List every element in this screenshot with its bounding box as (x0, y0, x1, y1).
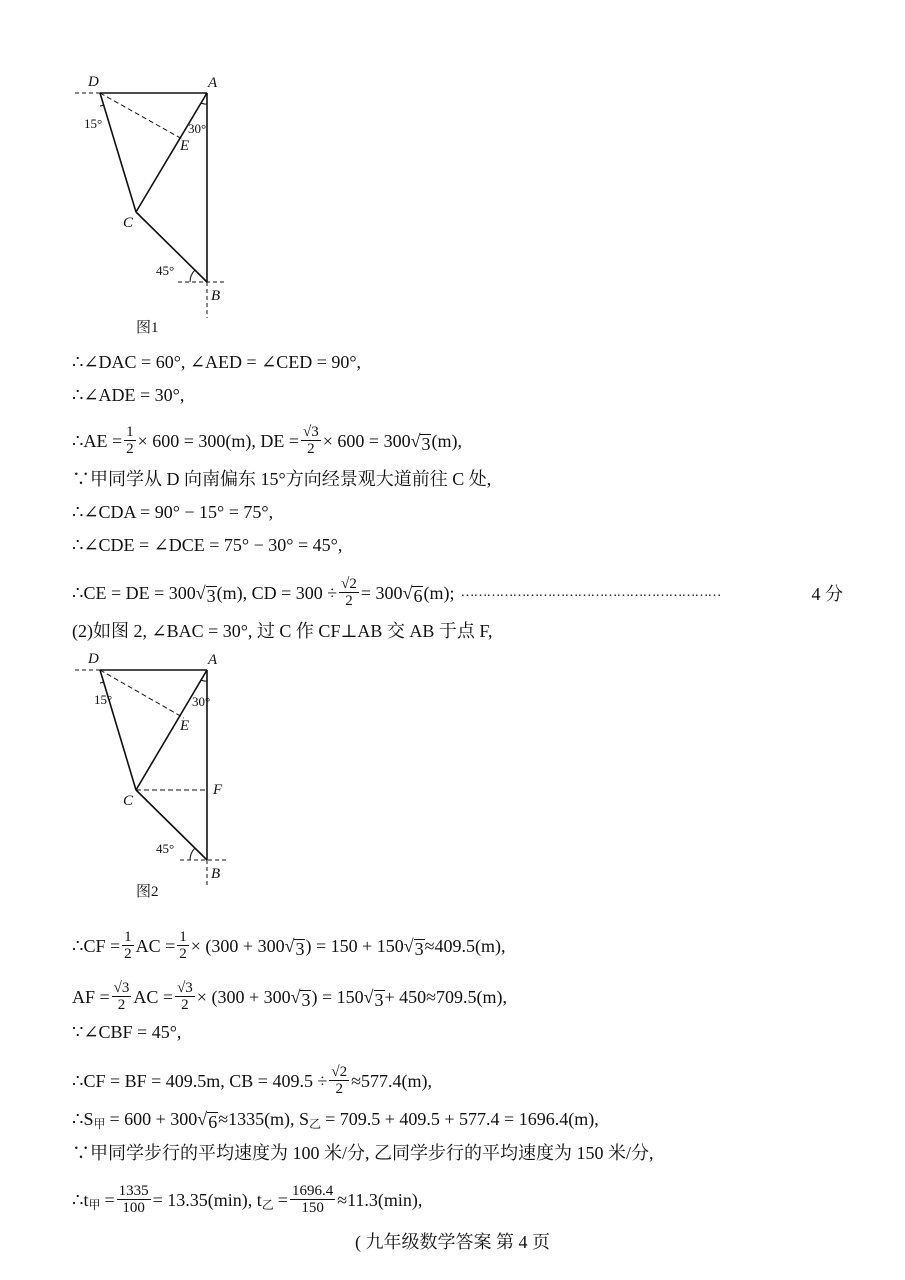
square-root: √ 3 (410, 430, 431, 454)
fig1-label-d: D (88, 74, 99, 90)
fraction: $\frac{1696.4}{150}$ (291, 1183, 334, 1216)
fig1-angle-d: 15° (84, 116, 103, 131)
fig2-label-c: C (123, 793, 134, 809)
fig2-angle-a: 30° (192, 694, 211, 709)
fig1-angle-a: 30° (188, 121, 207, 136)
square-root: √ 6 (402, 582, 423, 606)
fraction: $\frac{√2}{2}$ (331, 1064, 348, 1097)
fig1-label-c: C (123, 215, 134, 231)
step-line-3: ∴AE = $\frac{1}{2}$ × 600 = 300(m), DE = $\frac{√3}{2}$ × 600 = 300 √ 3 (m), (72, 424, 462, 457)
step-line-4: ∵甲同学从 D 向南偏东 15°方向经景观大道前往 C 处, (72, 469, 492, 489)
square-root: √ 3 (363, 986, 384, 1010)
fig2-angle-b: 45° (156, 841, 175, 856)
square-root: √ 3 (284, 935, 305, 959)
fig2-label-f: F (213, 782, 223, 798)
step-line-12: ∴CF = BF = 409.5m, CB = 409.5 ÷ $\frac{√2}{2}$ ≈577.4(m), (72, 1064, 432, 1097)
fig1-label-e: E (180, 138, 190, 154)
fig2-label-e: E (180, 718, 190, 734)
figure-1 (70, 70, 270, 340)
step-line-14: ∵甲同学步行的平均速度为 100 米/分, 乙同学步行的平均速度为 150 米/分, (72, 1143, 654, 1163)
step-line-1: ∴∠DAC = 60°, ∠AED = ∠CED = 90°, (72, 352, 362, 372)
fraction: $\frac{1}{2}$ (179, 929, 187, 962)
fraction: $\frac{1}{2}$ (124, 929, 132, 962)
fraction: $\frac{1335}{100}$ (118, 1183, 149, 1216)
step-line-7: ∴CE = DE = 300 √ 3 (m), CD = 300 ÷ $\frac{√2}{2}$ = 300 √ 6 (m); …………………………………………………… (72, 576, 721, 609)
fig2-label-b: B (211, 866, 221, 882)
fraction: $\frac{√3}{2}$ (113, 980, 130, 1013)
fig1-caption: 图1 (136, 320, 159, 336)
square-root: √ 3 (195, 582, 216, 606)
fig2-label-d: D (88, 651, 99, 667)
fig2-angle-d: 15° (94, 692, 113, 707)
score-label: 4 分 (811, 584, 843, 604)
step-line-2: ∴∠ADE = 30°, (72, 385, 185, 405)
fig1-label-b: B (211, 288, 221, 304)
step-line-8: (2)如图 2, ∠BAC = 30°, 过 C 作 CF⊥AB 交 AB 于点 F, (72, 621, 493, 641)
fig2-label-a: A (208, 652, 218, 668)
figure-2 (70, 648, 270, 903)
step-line-10: AF = $\frac{√3}{2}$ AC = $\frac{√3}{2}$ × (300 + 300 √ 3 ) = 150 √ 3 + 450≈709.5(m), (72, 980, 508, 1013)
step-line-11: ∵∠CBF = 45°, (72, 1022, 182, 1042)
fraction: $\frac{√3}{2}$ (303, 424, 319, 457)
square-root: √ 3 (403, 935, 424, 959)
fraction: $\frac{√2}{2}$ (341, 576, 357, 609)
step-line-6: ∴∠CDE = ∠DCE = 75° − 30° = 45°, (72, 535, 343, 555)
leader-dots: …………………………………………………… (460, 584, 721, 600)
step-line-9: ∴CF = $\frac{1}{2}$ AC = $\frac{1}{2}$ × (300 + 300 √ 3 ) = 150 + 150 √ 3 ≈409.5(m), (72, 929, 506, 962)
step-line-5: ∴∠CDA = 90° − 15° = 75°, (72, 502, 274, 522)
fig1-angle-b: 45° (156, 263, 175, 278)
fig1-label-a: A (208, 75, 218, 91)
fraction: $\frac{√3}{2}$ (177, 980, 193, 1013)
square-root: √ 6 (197, 1109, 218, 1132)
page-footer: ( 九年级数学答案 第 4 页 (355, 1232, 550, 1252)
step-line-15: ∴t 甲 = $\frac{1335}{100}$ = 13.35(min), t 乙 = $\frac{1696.4}{150}$ ≈11.3(min), (72, 1183, 423, 1216)
square-root: √ 3 (290, 986, 311, 1010)
step-line-13: ∴S 甲 = 600 + 300 √ 6 ≈1335(m), S 乙 = 709.5 + 409.5 + 577.4 = 1696.4(m), (72, 1109, 599, 1132)
fig2-caption: 图2 (136, 884, 159, 900)
fraction: $\frac{1}{2}$ (126, 424, 134, 457)
